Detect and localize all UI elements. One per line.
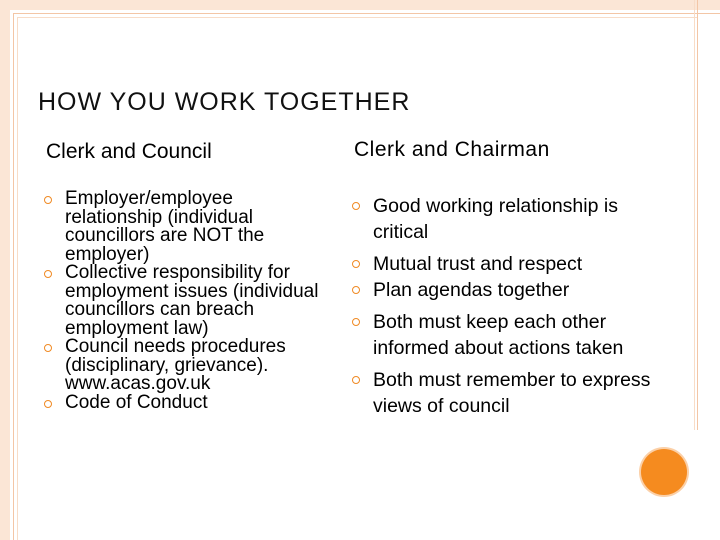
frame-line <box>17 17 697 18</box>
left-bullet-list <box>44 190 324 412</box>
list-item <box>44 264 324 338</box>
hollow-circle-bullet-icon <box>44 344 52 352</box>
hollow-circle-bullet-icon <box>352 376 360 384</box>
right-column-heading: Clerk and Chairman <box>354 138 550 161</box>
slide-title: HOW YOU WORK TOGETHER <box>38 88 411 116</box>
list-item <box>44 338 324 394</box>
list-item <box>352 367 652 419</box>
frame-line <box>697 0 698 430</box>
frame-line <box>17 17 18 540</box>
hollow-circle-bullet-icon <box>352 286 360 294</box>
list-item-text: Mutual trust and respect <box>373 253 583 275</box>
orange-circle-icon <box>641 449 687 495</box>
hollow-circle-bullet-icon <box>44 196 52 204</box>
frame-left-band <box>0 0 10 540</box>
list-item <box>352 193 652 245</box>
list-item-text: Code of Conduct <box>65 391 208 413</box>
frame-top-band <box>0 0 720 10</box>
right-bullet-list <box>352 193 652 426</box>
left-column-heading: Clerk and Council <box>46 140 212 163</box>
list-item-text: Employer/employee relationship (individual councillors are NOT the employer) <box>65 188 265 265</box>
list-item <box>352 277 652 303</box>
frame-line <box>694 0 695 430</box>
hollow-circle-bullet-icon <box>352 202 360 210</box>
list-item <box>44 190 324 264</box>
frame-line <box>13 13 720 14</box>
hollow-circle-bullet-icon <box>44 270 52 278</box>
list-item-text: Plan agendas together <box>373 279 570 301</box>
hollow-circle-bullet-icon <box>352 318 360 326</box>
list-item-text: Collective responsibility for employment issues (individual councillors can breach employment law) <box>65 262 319 339</box>
list-item <box>352 251 652 277</box>
list-item-text: Good working relationship is critical <box>373 195 618 243</box>
list-item-text: Both must keep each other informed about actions taken <box>373 311 624 359</box>
list-item-text: Council needs procedures (disciplinary, grievance). www.acas.gov.uk <box>65 336 286 394</box>
frame-line <box>13 13 14 540</box>
list-item <box>352 309 652 361</box>
list-item <box>44 391 324 413</box>
list-item-text: Both must remember to express views of council <box>373 369 651 417</box>
hollow-circle-bullet-icon <box>44 400 52 408</box>
hollow-circle-bullet-icon <box>352 260 360 268</box>
